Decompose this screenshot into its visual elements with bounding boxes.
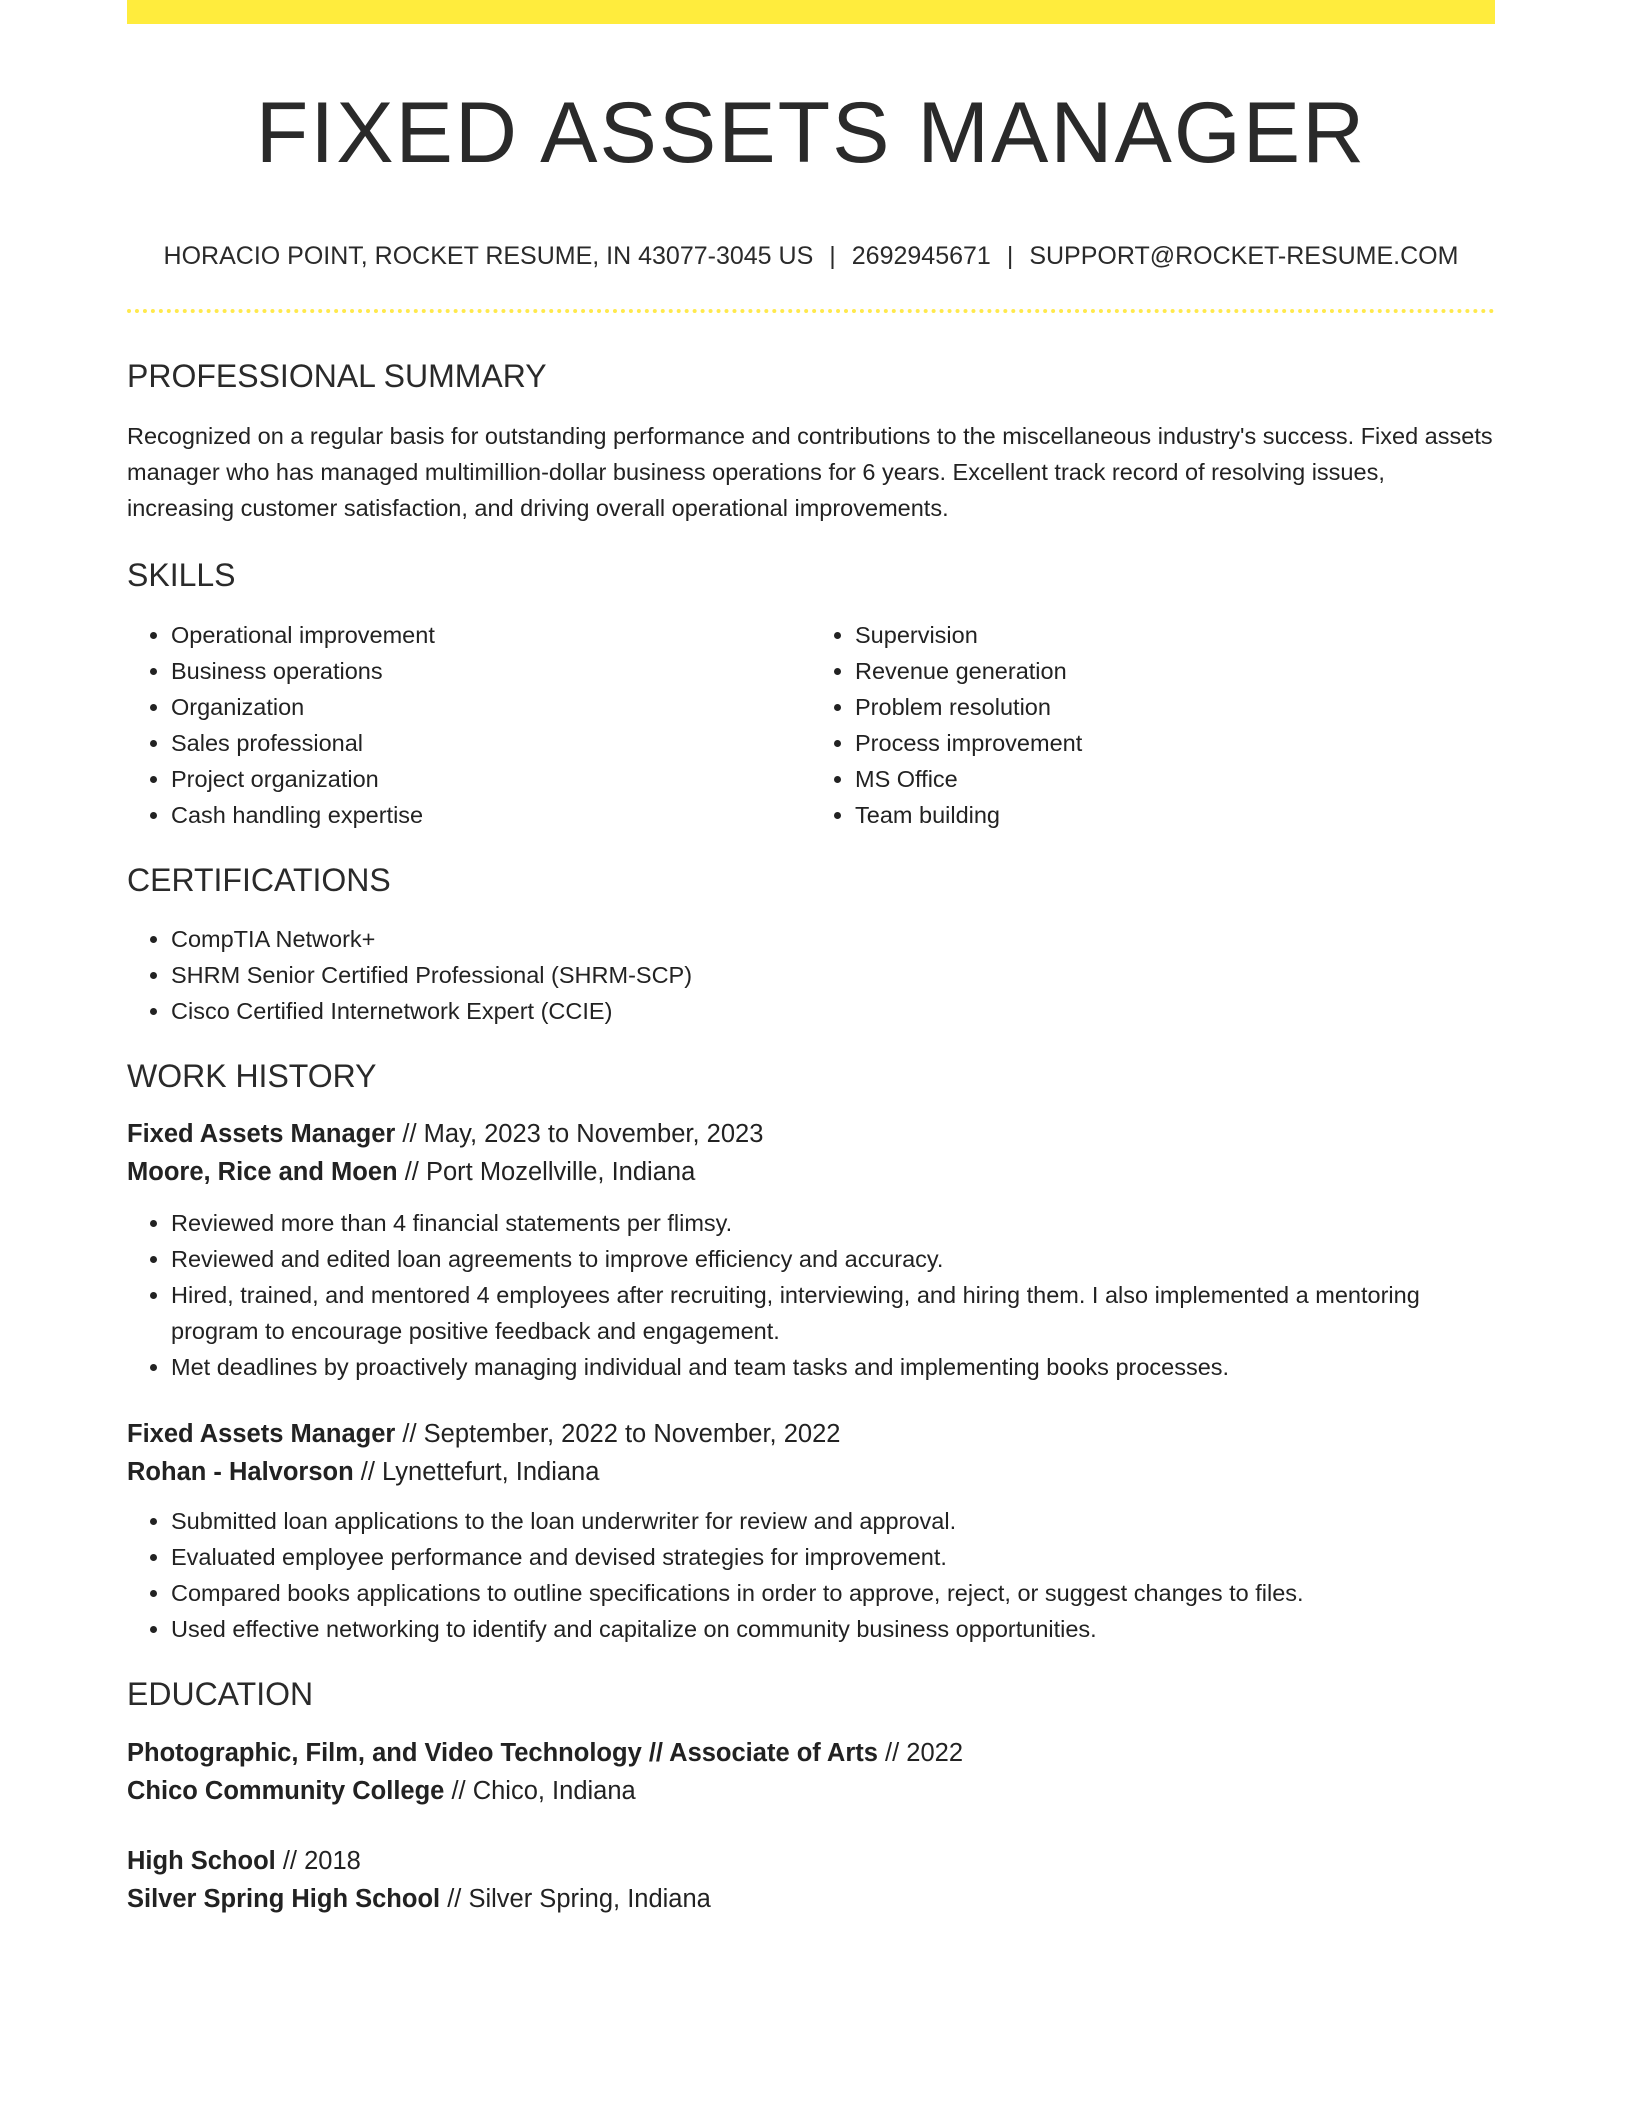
job-company: Moore, Rice and Moen [127,1158,398,1187]
job-bullets [127,1503,1495,1647]
education-location: // Silver Spring, Indiana [440,1884,711,1913]
certification-item: • CompTIA Network+ [171,921,1495,957]
contact-phone: 2692945671 [851,241,991,270]
dotted-divider [127,309,1495,313]
skill-item: • MS Office [855,761,1495,797]
education-school-line [127,1772,1495,1810]
job-company-line [127,1153,1495,1191]
summary-text: Recognized on a regular basis for outstanding performance and contributions to the miscellaneous industry's success. Fixed assets manager who has managed multimillion-dollar business operations for 6 years. Excellent track record of resolving issues, increasing customer satisfaction, and driving overall operational improvements. [127,423,1493,522]
skill-item: • Cash handling expertise [171,797,811,833]
contact-line [127,241,1495,271]
contact-separator: | [1006,241,1014,270]
skill-item: • Supervision [855,617,1495,653]
education-degree: High School [127,1846,276,1875]
skill-item: • Process improvement [855,725,1495,761]
skill-item: • Revenue generation [855,653,1495,689]
job-entry [127,1415,1495,1647]
education-degree-line [127,1842,1495,1880]
skill-item: • Organization [171,689,811,725]
skill-item: • Problem resolution [855,689,1495,725]
education-degree: Photographic, Film, and Video Technology // Associate of Arts [127,1738,878,1767]
skill-item: • Operational improvement [171,617,811,653]
job-bullets [127,1205,1495,1385]
job-company: Rohan - Halvorson [127,1458,354,1487]
education-entry [127,1842,1495,1918]
job-dates: // September, 2022 to November, 2022 [395,1420,841,1449]
job-role: Fixed Assets Manager [127,1120,396,1149]
summary-heading: PROFESSIONAL SUMMARY [127,357,547,394]
job-bullet: • Reviewed and edited loan agreements to improve efficiency and accuracy. [171,1241,1495,1277]
certification-item: • SHRM Senior Certified Professional (SHRM-SCP) [171,957,1495,993]
job-bullet: • Met deadlines by proactively managing individual and team tasks and implementing books processes. [171,1349,1495,1385]
education-location: // Chico, Indiana [444,1776,636,1805]
job-bullet: • Compared books applications to outline specifications in order to approve, reject, or suggest changes to files. [171,1575,1495,1611]
job-dates: // May, 2023 to November, 2023 [395,1120,764,1149]
education-school: Chico Community College [127,1776,445,1805]
job-bullet: • Evaluated employee performance and devised strategies for improvement. [171,1539,1495,1575]
contact-email: SUPPORT@ROCKET-RESUME.COM [1029,241,1459,270]
job-bullet: • Used effective networking to identify and capitalize on community business opportunities. [171,1611,1495,1647]
skills-column-right [811,617,1495,833]
education-entry [127,1734,1495,1810]
skill-item: • Team building [855,797,1495,833]
education-year: // 2022 [877,1738,964,1767]
education-degree-line [127,1734,1495,1772]
work-history-heading: WORK HISTORY [127,1058,377,1095]
education-school-line [127,1880,1495,1918]
certifications-heading: CERTIFICATIONS [127,861,391,898]
skill-item: • Sales professional [171,725,811,761]
certifications-list [127,921,1495,1029]
resume-page [127,0,1495,1918]
job-title-line [127,1415,1495,1453]
certification-item: • Cisco Certified Internetwork Expert (CCIE) [171,993,1495,1029]
contact-separator: | [829,241,836,270]
job-entry [127,1115,1495,1385]
education-school: Silver Spring High School [127,1884,441,1913]
job-bullet: • Submitted loan applications to the loan underwriter for review and approval. [171,1503,1495,1539]
job-title-line [127,1115,1495,1153]
job-location: // Lynettefurt, Indiana [353,1458,600,1487]
accent-bar [127,0,1495,24]
job-role: Fixed Assets Manager [127,1420,396,1449]
job-location: // Port Mozellville, Indiana [397,1158,696,1187]
skills-heading: SKILLS [127,557,236,594]
education-heading: EDUCATION [127,1676,314,1713]
contact-address: HORACIO POINT, ROCKET RESUME, IN 43077-3045 US [163,241,814,270]
skill-item: • Business operations [171,653,811,689]
skills-list [127,617,1495,833]
job-bullet: • Reviewed more than 4 financial statements per flimsy. [171,1205,1495,1241]
skills-column-left [127,617,811,833]
skill-item: • Project organization [171,761,811,797]
job-company-line [127,1453,1495,1491]
job-bullet: • Hired, trained, and mentored 4 employees after recruiting, interviewing, and hiring them. I also implemented a mentoring program to encourage positive feedback and engagement. [171,1277,1495,1349]
education-year: // 2018 [275,1846,361,1875]
resume-title: FIXED ASSETS MANAGER [255,85,1367,181]
